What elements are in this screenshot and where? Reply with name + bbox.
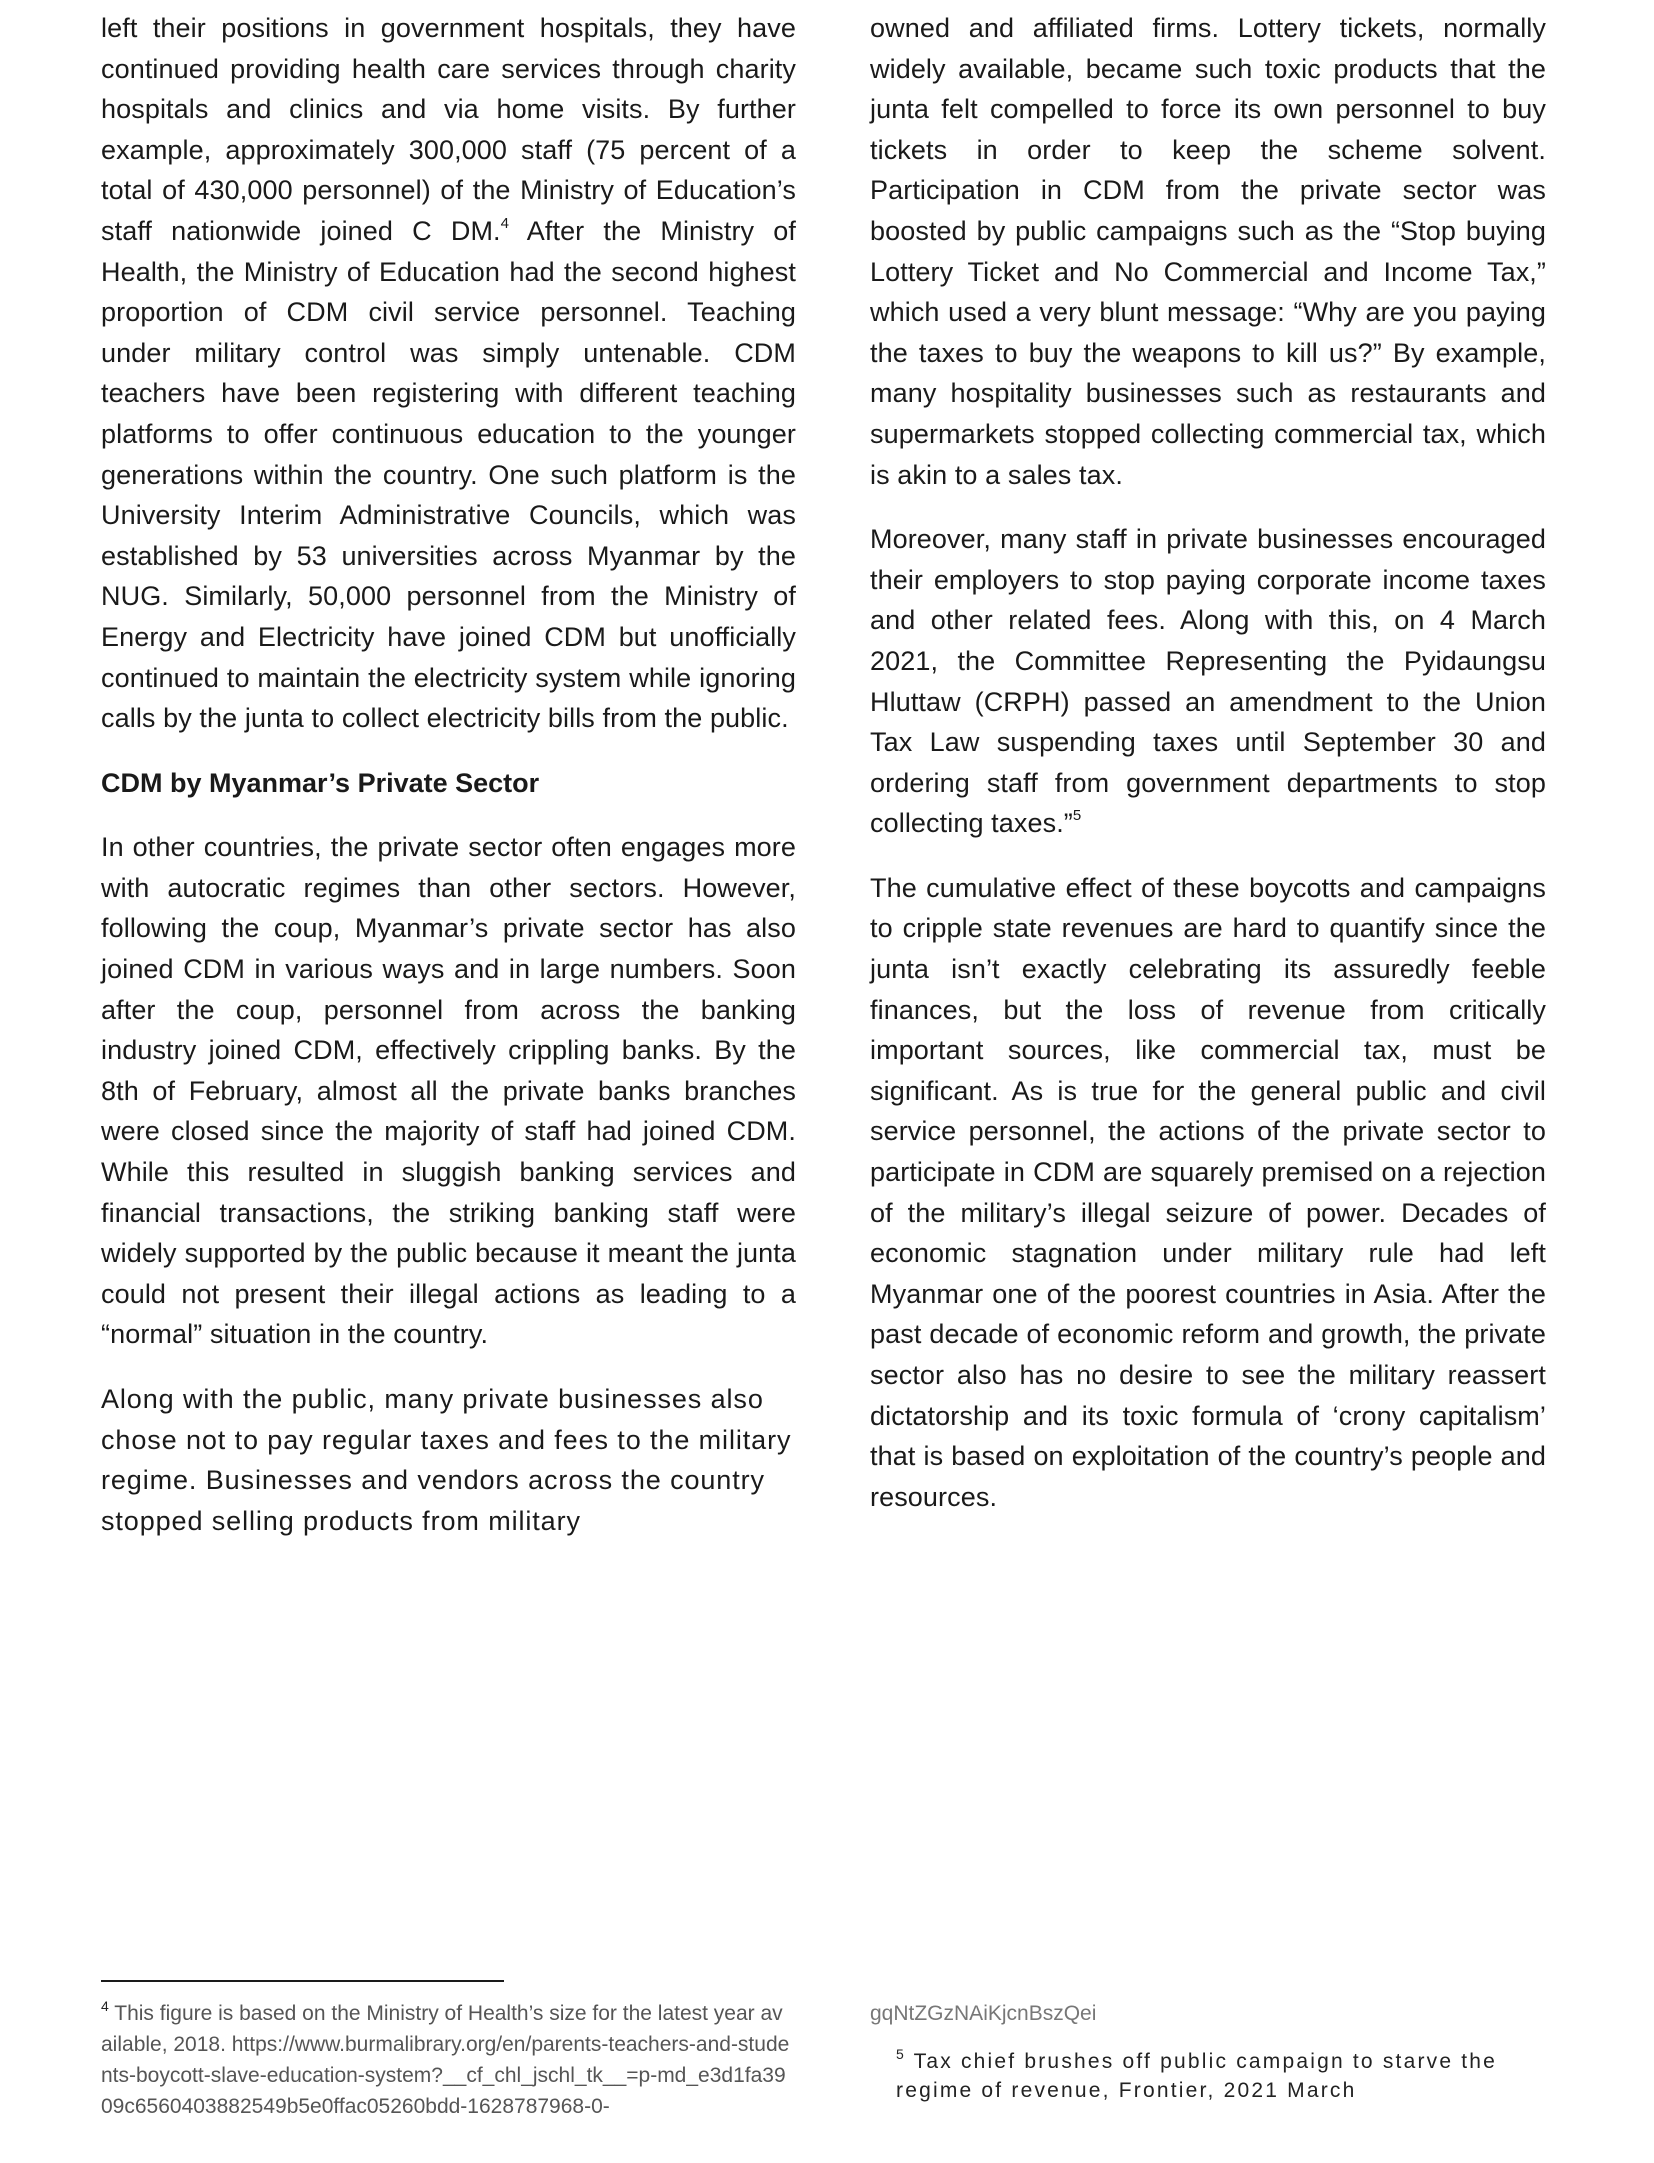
right-column (870, 8, 1546, 1541)
footnote-divider (101, 1980, 504, 1982)
footnote-4-url-continuation[interactable]: gqNtZGzNAiKjcnBszQei (870, 2002, 1097, 2025)
footnote-4 (101, 1998, 791, 2122)
paragraph-private-sector: In other countries, the private sector often engages more with autocratic regimes than other sectors. However, following the coup, Myanmar’s private sector has also joined CDM in various ways and in large numbers. Soon after the coup, personnel from across the banking industry joined CDM, effectively crippling banks. By the 8th of February, almost all the private banks branches were closed since the majority of staff had joined CDM. While this resulted in sluggish banking services and financial transactions, the striking banking staff were widely supported by the public because it meant the junta could not present their illegal actions as leading to a “normal” situation in the country. (101, 832, 796, 1350)
paragraph-text: left their positions in government hospitals, they have continued providing health care services through charity hospitals and clinics and via home visits. By further example, approximately 300,000 staff (75 percent of a total of 430,000 personnel) of the Ministry of Education’s staff nationwide joined C DM. (101, 13, 796, 246)
footnote-text: Tax chief brushes off public campaign to starve the regime of revenue, Frontier, 2021 March (896, 2050, 1498, 2102)
section-heading: CDM by Myanmar’s Private Sector (101, 767, 540, 798)
paragraph-cumulative-effect: The cumulative effect of these boycotts and campaigns to cripple state revenues are hard to quantify since the junta isn’t exactly celebrating its assuredly feeble finances, but the loss of revenue from critically important sources, like commercial tax, must be significant. As is true for the general public and civil service personnel, the actions of the private sector to participate in CDM are squarely premised on a rejection of the military’s illegal seizure of power. Decades of economic stagnation under military rule had left Myanmar one of the poorest countries in Asia. After the past decade of economic reform and growth, the private sector also has no desire to see the military reassert dictatorship and its toxic formula of ‘crony capitalism’ that is based on exploitation of the country’s people and resources. (870, 872, 1546, 1512)
paragraph-text: Moreover, many staff in private businesses encouraged their employers to stop paying corporate income taxes and other related fees. Along with this, on 4 March 2021, the Committee Representing the Pyidaungsu Hluttaw (CRPH) passed an amendment to the Union Tax Law suspending taxes until September 30 and ordering staff from government departments to stop collecting taxes.” (870, 524, 1546, 839)
paragraph-taxes: Along with the public, many private businesses also chose not to pay regular taxes and fees to the military regime. Businesses and vendors across the country stopped selling products from military (101, 1384, 792, 1536)
footnote-number: 4 (101, 1998, 109, 2014)
footnote-ref-5[interactable]: 5 (1072, 807, 1082, 825)
paragraph-lottery: owned and affiliated firms. Lottery tickets, normally widely available, became such toxic products that the junta felt compelled to force its own personnel to buy tickets in order to keep the scheme solvent. Participation in CDM from the private sector was boosted by public campaigns such as the “Stop buying Lottery Ticket and No Commercial and Income Tax,” which used a very blunt message: “Why are you paying the taxes to buy the weapons to kill us?” By example, many hospitality businesses such as restaurants and supermarkets stopped collecting commercial tax, which is akin to a sales tax. (870, 13, 1546, 490)
footnote-text[interactable]: This figure is based on the Ministry of Health’s size for the latest year available, 2018. https://www.burmalibrary.org/en/parents-teachers-and-students-boycott-slave-education-system?__cf_chl_jschl_tk__=p-md_e3d1fa3909c6560403882549b5e0ffac05260bdd-1628787968-0- (101, 2002, 790, 2118)
footnote-ref-4[interactable]: 4 (500, 214, 510, 232)
paragraph-text-cont: After the Ministry of Health, the Ministry of Education had the second highest proportion of CDM civil service personnel. Teaching under military control was simply untenable. CDM teachers have been registering with different teaching platforms to offer continuous education to the younger generations within the country. One such platform is the University Interim Administrative Councils, which was established by 53 universities across Myanmar by the NUG. Similarly, 50,000 personnel from the Ministry of Energy and Electricity have joined CDM but unofficially continued to maintain the electricity system while ignoring calls by the junta to collect electricity bills from the public. (101, 215, 796, 734)
footnote-5 (896, 2047, 1546, 2105)
footnote-number: 5 (896, 2046, 906, 2062)
paragraph-education-cdm (101, 8, 796, 739)
paragraph-crph (870, 519, 1546, 844)
left-column (101, 8, 796, 1565)
